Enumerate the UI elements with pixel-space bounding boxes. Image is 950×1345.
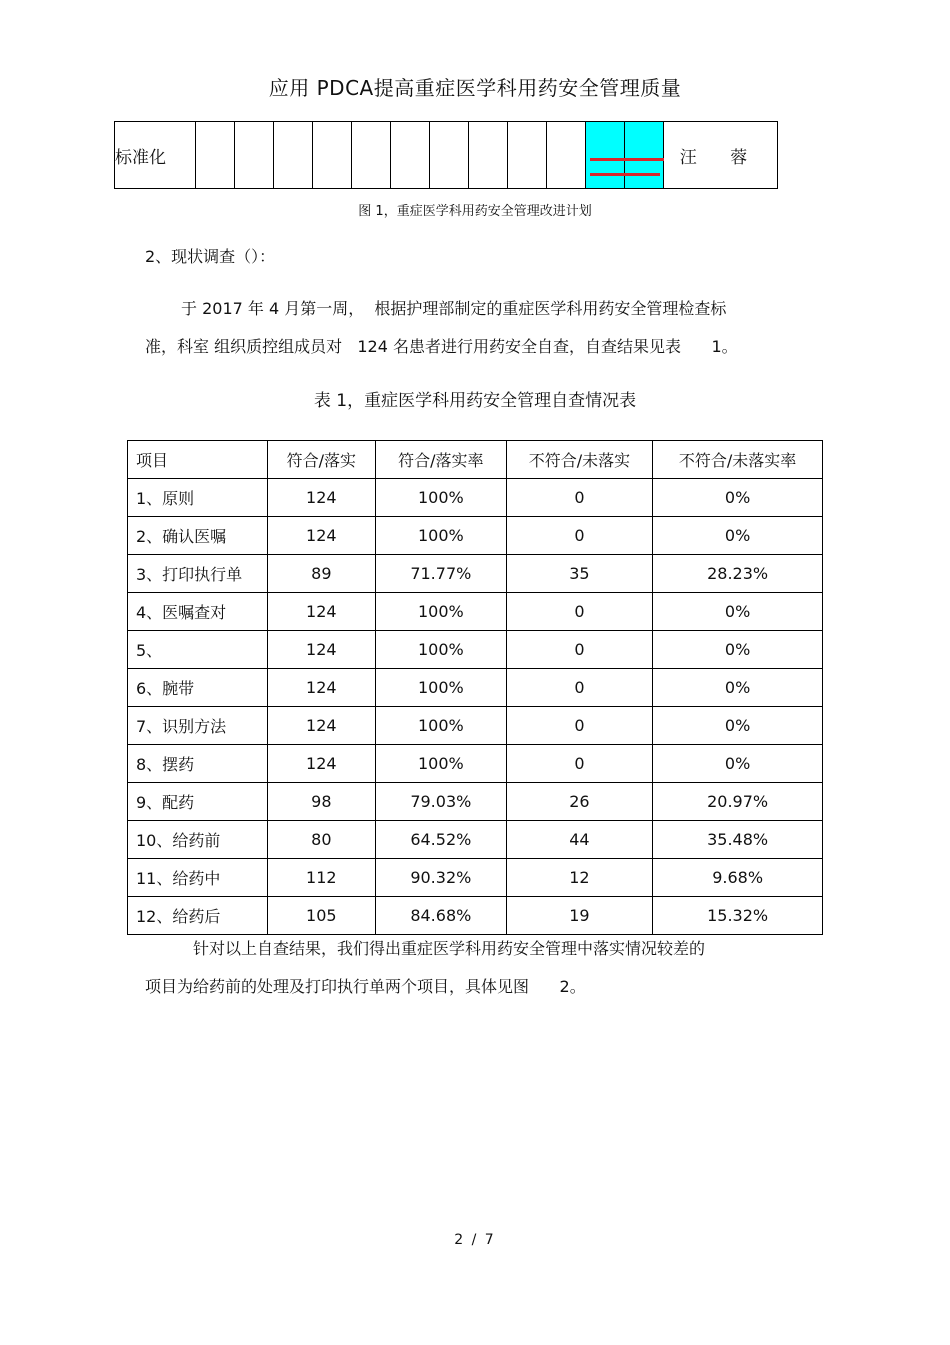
table-cell: 64.52% [376, 821, 507, 859]
plan-owner: 汪 蓉 [679, 147, 762, 168]
self-check-table [127, 440, 823, 935]
table-cell: 26 [506, 783, 653, 821]
table-cell: 124 [267, 593, 375, 631]
plan-cell [196, 122, 235, 188]
paragraph-line: 于 2017 年 4 月第一周， 根据护理部制定的重症医学科用药安全管理检查标 [181, 299, 727, 318]
table-cell: 0% [653, 479, 823, 517]
table-cell: 105 [267, 897, 375, 935]
table-cell: 0 [506, 745, 653, 783]
table-cell: 9、配药 [128, 783, 268, 821]
table-cell: 100% [376, 707, 507, 745]
paragraph-line: 针对以上自查结果，我们得出重症医学科用药安全管理中落实情况较差的 [193, 939, 706, 958]
paragraph-line: 项目为给药前的处理及打印执行单两个项目，具体见图 2。 [145, 977, 586, 996]
plan-cell [469, 122, 508, 188]
plan-cell-highlighted [625, 122, 664, 188]
table-row [128, 593, 823, 631]
table-row [128, 859, 823, 897]
table-cell: 0% [653, 707, 823, 745]
plan-cell [547, 122, 586, 188]
table-cell: 20.97% [653, 783, 823, 821]
table-cell: 0% [653, 745, 823, 783]
table-cell: 89 [267, 555, 375, 593]
paragraph-survey [145, 290, 805, 366]
table-row [128, 669, 823, 707]
table-cell: 28.23% [653, 555, 823, 593]
table-cell: 0% [653, 631, 823, 669]
table-cell: 3、打印执行单 [128, 555, 268, 593]
plan-cell-highlighted [586, 122, 625, 188]
plan-cell [274, 122, 313, 188]
table-cell: 100% [376, 593, 507, 631]
table-row [128, 897, 823, 935]
table-cell: 124 [267, 479, 375, 517]
table-row [128, 821, 823, 859]
paragraph-conclusion [145, 930, 805, 1006]
plan-cell [508, 122, 547, 188]
table-cell: 6、腕带 [128, 669, 268, 707]
table-cell: 0 [506, 707, 653, 745]
table-cell: 100% [376, 669, 507, 707]
table-cell: 35 [506, 555, 653, 593]
table-cell: 124 [267, 631, 375, 669]
plan-red-line-upper [590, 158, 664, 161]
header-cell: 符合/落实 [267, 441, 375, 479]
table-cell: 100% [376, 517, 507, 555]
improvement-plan-row [114, 121, 778, 189]
table-row [128, 707, 823, 745]
table-cell: 71.77% [376, 555, 507, 593]
table-row [128, 517, 823, 555]
table-cell: 0 [506, 479, 653, 517]
plan-cell [352, 122, 391, 188]
plan-cell [430, 122, 469, 188]
table-cell: 98 [267, 783, 375, 821]
table-row [128, 745, 823, 783]
table-cell: 8、摆药 [128, 745, 268, 783]
table-cell: 124 [267, 517, 375, 555]
table-cell: 0 [506, 631, 653, 669]
table-cell: 84.68% [376, 897, 507, 935]
table-row [128, 479, 823, 517]
table-cell: 112 [267, 859, 375, 897]
table-cell: 0% [653, 517, 823, 555]
table-cell: 124 [267, 669, 375, 707]
table-cell: 90.32% [376, 859, 507, 897]
table-cell: 0% [653, 669, 823, 707]
table-cell: 0 [506, 669, 653, 707]
table-cell: 2、确认医嘱 [128, 517, 268, 555]
header-cell: 不符合/未落实 [506, 441, 653, 479]
table-caption: 表 1，重症医学科用药安全管理自查情况表 [313, 391, 637, 411]
section-heading: 2、现状调查（）： [145, 247, 276, 266]
table-cell: 124 [267, 745, 375, 783]
table-cell: 1、原则 [128, 479, 268, 517]
table-row [128, 555, 823, 593]
plan-cell [391, 122, 430, 188]
table-row [128, 631, 823, 669]
table-cell: 100% [376, 745, 507, 783]
table-cell: 0 [506, 517, 653, 555]
table-cell: 100% [376, 479, 507, 517]
header-cell: 符合/落实率 [376, 441, 507, 479]
paragraph-line: 准，科室 组织质控组成员对 124 名患者进行用药安全自查，自查结果见表 1。 [145, 337, 738, 356]
table-cell: 0 [506, 593, 653, 631]
table-cell: 44 [506, 821, 653, 859]
table-cell: 35.48% [653, 821, 823, 859]
table-header-row [128, 441, 823, 479]
table-cell: 11、给药中 [128, 859, 268, 897]
table-cell: 5、 [128, 631, 268, 669]
table-cell: 100% [376, 631, 507, 669]
table-cell: 10、给药前 [128, 821, 268, 859]
table-cell: 12 [506, 859, 653, 897]
table-cell: 12、给药后 [128, 897, 268, 935]
table-cell: 15.32% [653, 897, 823, 935]
plan-red-line-lower [590, 173, 660, 176]
document-title: 应用 PDCA提高重症医学科用药安全管理质量 [268, 76, 682, 100]
table-cell: 124 [267, 707, 375, 745]
table-cell: 0% [653, 593, 823, 631]
plan-row-label: 标准化 [115, 122, 196, 188]
table-cell: 7、识别方法 [128, 707, 268, 745]
table-cell: 9.68% [653, 859, 823, 897]
table-cell: 80 [267, 821, 375, 859]
plan-cell [313, 122, 352, 188]
table-cell: 79.03% [376, 783, 507, 821]
page-number: 2 / 7 [454, 1232, 496, 1248]
header-cell: 不符合/未落实率 [653, 441, 823, 479]
header-cell: 项目 [128, 441, 268, 479]
plan-cell [235, 122, 274, 188]
figure-caption: 图 1，重症医学科用药安全管理改进计划 [358, 204, 592, 219]
table-cell: 4、医嘱查对 [128, 593, 268, 631]
table-cell: 19 [506, 897, 653, 935]
table-row [128, 783, 823, 821]
